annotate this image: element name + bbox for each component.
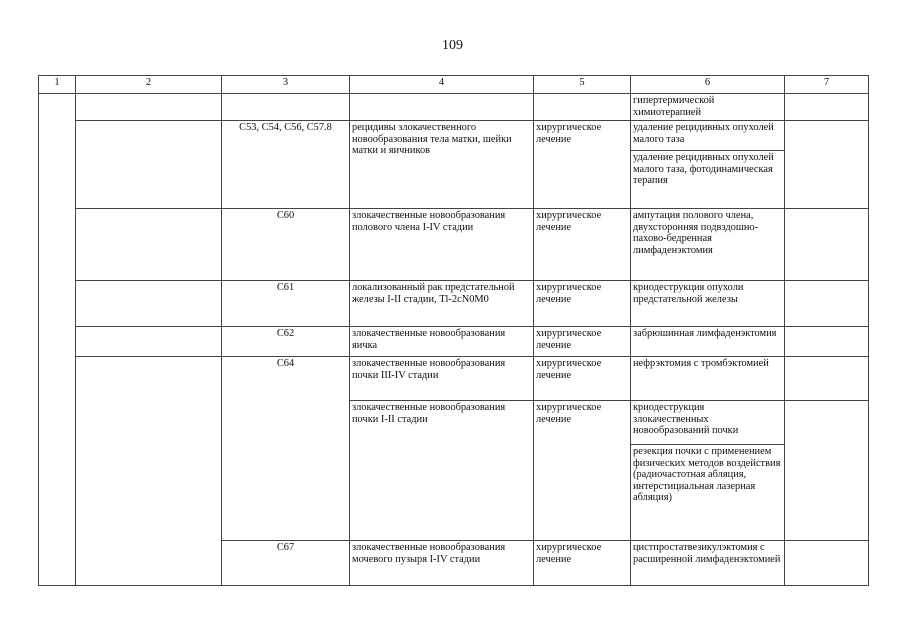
table-row (39, 209, 869, 281)
treatment-cell: хирургическое лечение (534, 121, 631, 209)
codes-cell: C53, C54, C56, C57.8 (222, 121, 350, 209)
method-cell: цистпростатвезикулэктомия с расширенной лимфаденэктомией (631, 541, 785, 586)
codes-cell: C62 (222, 327, 350, 357)
codes-cell: C64 (222, 357, 350, 541)
codes-cell (222, 94, 350, 121)
col-7-cell (785, 401, 869, 541)
diagnosis-cell (350, 94, 534, 121)
treatment-cell: хирургическое лечение (534, 281, 631, 327)
col-2-cell (76, 357, 222, 586)
col-2-cell (76, 327, 222, 357)
diagnosis-cell: рецидивы злокачественного новообразования тела матки, шейки матки и яичников (350, 121, 534, 209)
method-cell: криодеструкция злокачественных новообразований почки (631, 401, 785, 445)
method-cell: удаление рецидивных опухолей малого таза (631, 121, 785, 151)
header-col-7: 7 (785, 76, 869, 94)
col-2-cell (76, 209, 222, 281)
page-number: 109 (442, 38, 463, 53)
method-cell: забрюшинная лимфаденэктомия (631, 327, 785, 357)
col-7-cell (785, 94, 869, 121)
method-cell: нефрэктомия с тромбэктомией (631, 357, 785, 401)
method-cell: криодеструкция опухоли предстательной железы (631, 281, 785, 327)
method-cell: ампутация полового члена, двухсторонняя подвздошно-пахово-бедренная лимфаденэктомия (631, 209, 785, 281)
table-row (39, 327, 869, 357)
header-row (39, 76, 869, 94)
col-7-cell (785, 209, 869, 281)
diagnosis-cell: злокачественные новообразования полового члена I-IV стадии (350, 209, 534, 281)
col-2-cell (76, 121, 222, 209)
table-row (39, 94, 869, 121)
treatment-cell (534, 94, 631, 121)
treatment-cell: хирургическое лечение (534, 209, 631, 281)
col-7-cell (785, 541, 869, 586)
header-col-6: 6 (631, 76, 785, 94)
header-col-4: 4 (350, 76, 534, 94)
diagnosis-cell: локализованный рак предстательной железы I-II стадии, Tl-2cN0M0 (350, 281, 534, 327)
header-col-5: 5 (534, 76, 631, 94)
method-cell: удаление рецидивных опухолей малого таза, фотодинамическая терапия (631, 151, 785, 209)
method-cell: гипертермической химиотерапией (631, 94, 785, 121)
treatment-cell: хирургическое лечение (534, 327, 631, 357)
header-col-3: 3 (222, 76, 350, 94)
col-7-cell (785, 121, 869, 209)
header-col-1: 1 (39, 76, 76, 94)
codes-cell: C61 (222, 281, 350, 327)
diagnosis-cell: злокачественные новообразования почки III-IV стадии (350, 357, 534, 401)
table-row (39, 357, 869, 401)
col-7-cell (785, 357, 869, 401)
treatment-cell: хирургическое лечение (534, 357, 631, 401)
table-row (39, 121, 869, 151)
col-7-cell (785, 281, 869, 327)
codes-cell: C60 (222, 209, 350, 281)
method-cell: резекция почки с применением физических методов воздействия (радиочастотная абляция, интерстициальная лазерная абляция) (631, 445, 785, 541)
medical-care-table (38, 75, 869, 586)
diagnosis-cell: злокачественные новообразования яичка (350, 327, 534, 357)
col-2-cell (76, 281, 222, 327)
col-2-cell (76, 94, 222, 121)
table-row (39, 281, 869, 327)
col-7-cell (785, 327, 869, 357)
diagnosis-cell: злокачественные новообразования почки I-II стадии (350, 401, 534, 541)
header-col-2: 2 (76, 76, 222, 94)
col-1-cell (39, 94, 76, 586)
treatment-cell: хирургическое лечение (534, 401, 631, 541)
diagnosis-cell: злокачественные новообразования мочевого пузыря I-IV стадии (350, 541, 534, 586)
codes-cell: C67 (222, 541, 350, 586)
treatment-cell: хирургическое лечение (534, 541, 631, 586)
